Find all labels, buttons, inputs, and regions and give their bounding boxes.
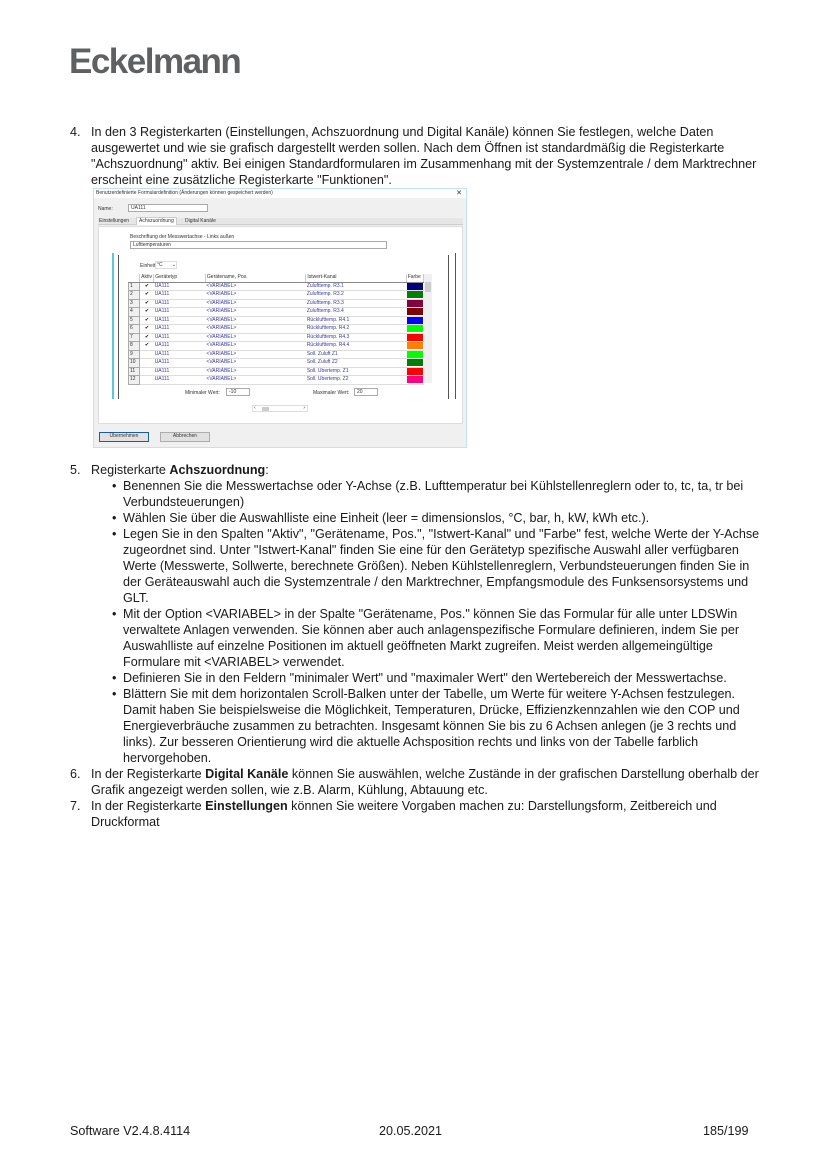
step-text: können Sie weitere Vorgaben machen zu: Darstellungsform, Zeitbereich und Druckformat — [91, 799, 717, 829]
apply-button[interactable]: Übernehmen — [99, 432, 149, 442]
col-istwert-kanal[interactable]: Istwert-Kanal — [306, 274, 406, 282]
device-type-cell[interactable]: UA111 — [154, 299, 206, 308]
bullet-item: • Blättern Sie mit dem horizontalen Scroll-Balken unter der Tabelle, um Werte für weitere Y-Achsen festzulegen. Damit haben Sie beispielsweise die Möglichkeit, Temperaturen, Drücke, Effizienzkennzahlen wie den COP und Energieverbräuche zusammen zu betrachten. Insgesamt können Sie bis zu 6 Achsen anlegen (je 3 rechts und links). Zur besseren Orientierung wird die aktuelle Achsposition rechts und links von der Tabelle farblich hervorgehoben. — [112, 686, 760, 766]
color-cell[interactable] — [406, 316, 423, 325]
active-checkbox[interactable]: ✔ — [140, 291, 154, 300]
tab-einstellungen[interactable]: Einstellungen — [99, 218, 130, 224]
row-index: 10 — [129, 359, 140, 368]
footer-page-number: 185/199 — [703, 1124, 749, 1138]
row-index: 8 — [129, 342, 140, 351]
active-checkbox[interactable] — [140, 367, 154, 376]
color-swatch[interactable] — [407, 351, 422, 358]
unit-value: °C — [157, 262, 163, 268]
row-index: 6 — [129, 325, 140, 334]
device-name-cell[interactable]: <VARIABEL> — [205, 367, 305, 376]
row-index: 4 — [129, 308, 140, 317]
channel-cell[interactable]: Soll. Zuluft Z2 — [306, 359, 406, 368]
channel-cell[interactable]: Rücklufttemp. R4.1 — [306, 316, 406, 325]
step-number: 4. — [70, 125, 81, 139]
color-swatch[interactable] — [407, 300, 422, 307]
table-row[interactable] — [129, 350, 424, 359]
color-cell[interactable] — [406, 342, 423, 351]
min-value-label: Minimaler Wert: — [185, 390, 220, 396]
step-number: 7. — [70, 799, 81, 813]
axis-frame-line — [118, 255, 119, 399]
active-checkbox[interactable] — [140, 376, 154, 385]
vertical-scrollbar[interactable] — [424, 274, 432, 383]
table-row[interactable] — [129, 359, 424, 368]
step-number: 5. — [70, 463, 81, 477]
step-text: In der Registerkarte — [91, 799, 206, 813]
max-value-input[interactable]: 20 — [354, 388, 378, 396]
device-name-cell[interactable]: <VARIABEL> — [205, 316, 305, 325]
step-text: Registerkarte — [91, 463, 170, 477]
color-swatch[interactable] — [407, 283, 422, 290]
device-type-cell[interactable]: UA111 — [154, 316, 206, 325]
bullet-list — [70, 478, 760, 766]
active-checkbox[interactable]: ✔ — [140, 333, 154, 342]
axis-name-input[interactable]: Lufttemperaturen — [130, 241, 387, 249]
table-row[interactable] — [129, 325, 424, 334]
color-cell[interactable] — [406, 282, 423, 291]
color-cell[interactable] — [406, 333, 423, 342]
table-row[interactable] — [129, 342, 424, 351]
step-number: 6. — [70, 767, 81, 781]
axis-frame-line — [455, 253, 456, 399]
step-bold: Achszuordnung — [169, 463, 266, 477]
max-value-label: Maximaler Wert: — [313, 390, 350, 396]
dialog-screenshot — [93, 188, 467, 448]
row-index: 2 — [129, 291, 140, 300]
device-type-cell[interactable]: UA111 — [154, 325, 206, 334]
step-6 — [70, 766, 760, 798]
device-name-cell[interactable]: <VARIABEL> — [205, 333, 305, 342]
axis-frame-line — [448, 255, 449, 399]
color-cell[interactable] — [406, 291, 423, 300]
table-row[interactable] — [129, 299, 424, 308]
device-name-cell[interactable]: <VARIABEL> — [205, 359, 305, 368]
channel-cell[interactable]: Soll. Übertemp. Z2 — [306, 376, 406, 385]
channel-table — [128, 274, 424, 385]
step-bold: Digital Kanäle — [205, 767, 289, 781]
row-index: 9 — [129, 350, 140, 359]
color-cell[interactable] — [406, 325, 423, 334]
channel-cell[interactable]: Soll. Zuluft Z1 — [306, 350, 406, 359]
channel-cell[interactable]: Zulufttemp. R3.2 — [306, 291, 406, 300]
row-index: 5 — [129, 316, 140, 325]
device-name-cell[interactable]: <VARIABEL> — [205, 299, 305, 308]
device-type-cell[interactable]: UA111 — [154, 291, 206, 300]
color-swatch[interactable] — [407, 342, 422, 349]
color-swatch[interactable] — [407, 317, 422, 324]
active-checkbox[interactable]: ✔ — [140, 342, 154, 351]
device-type-cell[interactable]: UA111 — [154, 367, 206, 376]
active-checkbox[interactable]: ✔ — [140, 299, 154, 308]
device-type-cell[interactable]: UA111 — [154, 342, 206, 351]
channel-cell[interactable]: Zulufttemp. R3.3 — [306, 299, 406, 308]
active-checkbox[interactable]: ✔ — [140, 308, 154, 317]
step-text: In den 3 Registerkarten (Einstellungen, Achszuordnung und Digital Kanäle) können Sie festlegen, welche Daten ausgewertet und wie sie grafisch dargestellt werden sollen. Nach dem Öffnen ist standardmäßig die Registerkarte "Achszuordnung" aktiv. Bei einigen Standardformularen im Zusammenhang mit der Systemzentrale / dem Marktrechner erscheint eine zusätzliche Registerkarte "Funktionen". — [91, 125, 757, 187]
scroll-left-icon[interactable]: ‹ — [254, 405, 256, 411]
close-icon[interactable]: ✕ — [456, 190, 462, 197]
row-index: 11 — [129, 367, 140, 376]
color-swatch[interactable] — [407, 325, 422, 332]
scrollbar-thumb[interactable] — [262, 407, 269, 411]
step-bold: Einstellungen — [205, 799, 288, 813]
eckelmann-logo: Eckelmann — [69, 42, 241, 81]
tab-digital-kanaele[interactable]: Digital Kanäle — [185, 218, 216, 224]
bullet-item: • Legen Sie in den Spalten "Aktiv", "Gerätename, Pos.", "Istwert-Kanal" und "Farbe" fest, welche Werte der Y-Achse zugeordnet sind. Unter "Istwert-Kanal" finden Sie eine für den Gerätetyp spezifische Auswahl aller verfügbaren Werte (Messwerte, Sollwerte, berechnete Größen). Neben Kühlstellenreglern, Verbundsteuerungen finden Sie in der Geräteauswahl auch die Systemzentrale / den Marktrechner, Empfangsmodule des Funksensorsystems und GLT. — [112, 526, 760, 606]
color-swatch[interactable] — [407, 334, 422, 341]
unit-select[interactable] — [155, 261, 177, 269]
channel-cell[interactable]: Zulufttemp. R3.4 — [306, 308, 406, 317]
step-7 — [70, 798, 760, 830]
step-4 — [70, 124, 760, 448]
device-type-cell[interactable]: UA111 — [154, 308, 206, 317]
tab-achszuordnung[interactable]: Achszuordnung — [136, 217, 177, 225]
col-geraetetyp[interactable]: Gerätetyp — [154, 274, 206, 282]
left-axis-highlight — [112, 253, 114, 399]
table-row[interactable] — [129, 376, 424, 385]
title-bar — [94, 189, 466, 198]
horizontal-scrollbar[interactable] — [252, 405, 308, 412]
active-checkbox[interactable] — [140, 350, 154, 359]
scroll-right-icon[interactable]: › — [303, 405, 305, 411]
bullet-item: • Mit der Option <VARIABEL> in der Spalte "Gerätename, Pos." können Sie das Formular für alle unter LDSWin verwaltete Anlagen verwenden. Sie können aber auch anlagenspezifische Formulare definieren, indem Sie per Auswahlliste auf einzelne Positionen im aktuell geöffneten Markt zugreifen. Meist werden allgemeingültige Formulare mit <VARIABEL> verwendet. — [112, 606, 760, 670]
table-row[interactable] — [129, 308, 424, 317]
device-type-cell[interactable]: UA111 — [154, 376, 206, 385]
color-cell[interactable] — [406, 308, 423, 317]
tab-bar — [98, 218, 463, 225]
channel-cell[interactable]: Zulufttemp. R3.1 — [306, 282, 406, 291]
tab-panel — [98, 226, 463, 424]
table-header — [129, 274, 424, 282]
table-row[interactable] — [129, 316, 424, 325]
color-cell[interactable] — [406, 299, 423, 308]
step-text: : — [265, 463, 269, 477]
min-value-input[interactable]: -10 — [226, 388, 250, 396]
dialog-title: Benutzerdefinierte Formulardefinition (Änderungen können gespeichert werden) — [96, 190, 273, 196]
channel-cell[interactable]: Rücklufttemp. R4.2 — [306, 325, 406, 334]
color-swatch[interactable] — [407, 376, 422, 383]
device-type-cell[interactable]: UA111 — [154, 350, 206, 359]
scrollbar-thumb[interactable] — [425, 282, 431, 292]
name-label: Name: — [98, 206, 113, 212]
table-row[interactable] — [129, 367, 424, 376]
row-index: 7 — [129, 333, 140, 342]
step-text: In der Registerkarte — [91, 767, 206, 781]
col-aktiv[interactable]: Aktiv — [141, 274, 152, 281]
axis-label: Beschriftung der Messwertachse - Links außen — [130, 234, 235, 240]
bullet-item: • Benennen Sie die Messwertachse oder Y-Achse (z.B. Lufttemperatur bei Kühlstellenreglern oder to, tc, ta, tr bei Verbundsteuerungen) — [112, 478, 760, 510]
active-checkbox[interactable]: ✔ — [140, 282, 154, 291]
step-5 — [70, 462, 760, 478]
cancel-button[interactable]: Abbrechen — [160, 432, 210, 442]
active-checkbox[interactable]: ✔ — [140, 316, 154, 325]
device-name-cell[interactable]: <VARIABEL> — [205, 308, 305, 317]
col-index — [129, 274, 140, 282]
document-body — [70, 124, 760, 830]
table-row[interactable] — [129, 291, 424, 300]
row-index: 1 — [129, 282, 140, 291]
device-type-cell[interactable]: UA111 — [154, 333, 206, 342]
color-swatch[interactable] — [407, 308, 422, 315]
active-checkbox[interactable] — [140, 359, 154, 368]
device-name-cell[interactable]: <VARIABEL> — [205, 342, 305, 351]
color-cell[interactable] — [406, 350, 423, 359]
device-name-cell[interactable]: <VARIABEL> — [205, 282, 305, 291]
table-row[interactable] — [129, 333, 424, 342]
footer-software-version: Software V2.4.8.4114 — [70, 1124, 191, 1138]
chevron-down-icon: ⌄ — [171, 262, 176, 268]
device-name-cell[interactable]: <VARIABEL> — [205, 291, 305, 300]
row-index: 12 — [129, 376, 140, 385]
device-type-cell[interactable]: UA111 — [154, 359, 206, 368]
device-type-cell[interactable]: UA111 — [154, 282, 206, 291]
color-swatch[interactable] — [407, 291, 422, 298]
table-row[interactable] — [129, 282, 424, 291]
channel-cell[interactable]: Rücklufttemp. R4.4 — [306, 342, 406, 351]
row-index: 3 — [129, 299, 140, 308]
bullet-item: • Wählen Sie über die Auswahlliste eine Einheit (leer = dimensionslos, °C, bar, h, kW, kWh etc.). — [112, 510, 760, 526]
color-swatch[interactable] — [407, 368, 422, 375]
color-cell[interactable] — [406, 367, 423, 376]
unit-label: Einheit — [140, 263, 156, 269]
color-cell[interactable] — [406, 359, 423, 368]
col-geraetename[interactable]: Gerätename, Pos. — [205, 274, 305, 282]
step-text: können Sie auswählen, welche Zustände in der grafischen Darstellung oberhalb der Grafik angezeigt werden sollen, wie z.B. Alarm, Kühlung, Abtauung etc. — [91, 767, 759, 797]
channel-cell[interactable]: Rücklufttemp. R4.3 — [306, 333, 406, 342]
device-name-cell[interactable]: <VARIABEL> — [205, 325, 305, 334]
color-swatch[interactable] — [407, 359, 422, 366]
col-farbe[interactable]: Farbe — [406, 274, 423, 282]
name-input[interactable]: UA111 — [128, 204, 208, 212]
channel-cell[interactable]: Soll. Übertemp. Z1 — [306, 367, 406, 376]
device-name-cell[interactable]: <VARIABEL> — [205, 376, 305, 385]
device-name-cell[interactable]: <VARIABEL> — [205, 350, 305, 359]
active-checkbox[interactable]: ✔ — [140, 325, 154, 334]
bullet-item: • Definieren Sie in den Feldern "minimaler Wert" und "maximaler Wert" den Wertebereich der Messwertachse. — [112, 670, 760, 686]
color-cell[interactable] — [406, 376, 423, 385]
footer-date: 20.05.2021 — [379, 1124, 443, 1138]
